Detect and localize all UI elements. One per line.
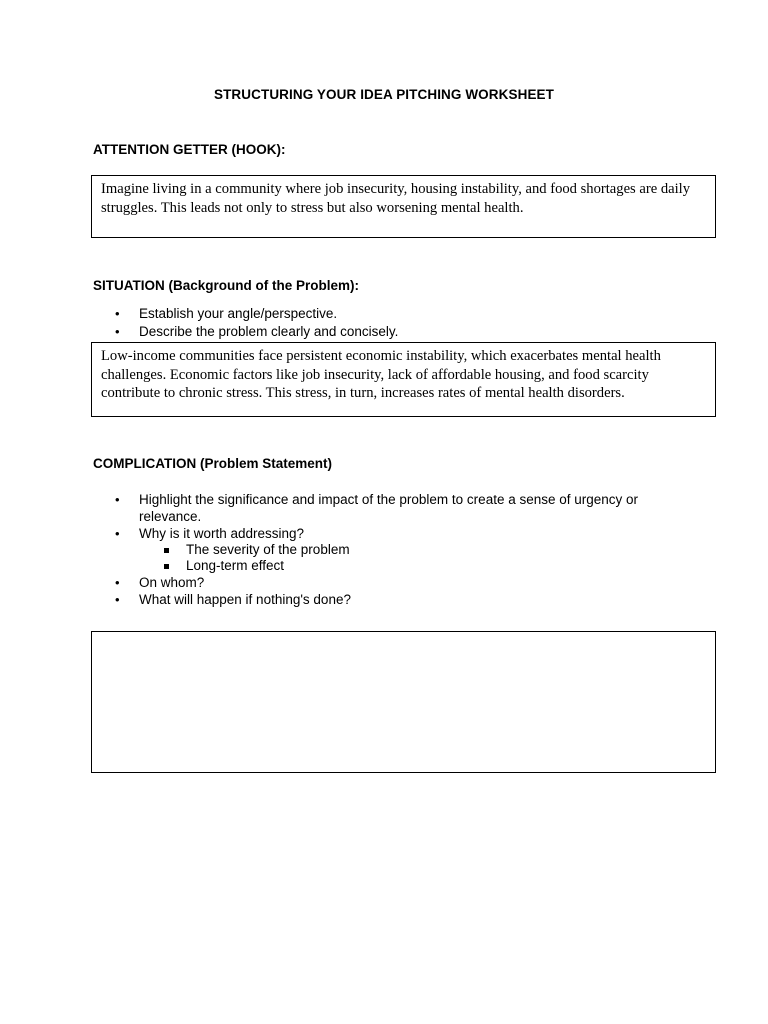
list-item-text: What will happen if nothing's done? xyxy=(139,592,351,607)
page-title: STRUCTURING YOUR IDEA PITCHING WORKSHEET xyxy=(213,87,554,102)
list-item-text: Long-term effect xyxy=(186,558,285,573)
list-item-text: Establish your angle/perspective. xyxy=(139,306,338,321)
complication-bullet-list xyxy=(93,491,693,608)
bullet-icon: • xyxy=(115,592,120,607)
complication-answer-text xyxy=(92,632,715,636)
situation-answer-box[interactable] xyxy=(91,342,716,417)
list-item xyxy=(93,558,693,574)
list-item xyxy=(93,542,693,558)
list-item-text: Highlight the significance and impact of the problem to create a sense of urgency or relevance. xyxy=(139,492,639,524)
bullet-icon: • xyxy=(115,575,120,590)
bullet-icon: • xyxy=(115,306,120,321)
situation-heading: SITUATION (Background of the Problem): xyxy=(93,278,359,293)
square-bullet-icon xyxy=(164,564,169,569)
bullet-icon: • xyxy=(115,526,120,541)
list-item-text: On whom? xyxy=(139,575,205,590)
attention-answer-box[interactable] xyxy=(91,175,716,238)
complication-sub-list xyxy=(93,542,693,574)
list-item xyxy=(93,323,693,340)
list-item xyxy=(93,525,693,574)
attention-answer-text: Imagine living in a community where job insecurity, housing instability, and food shortages are daily struggles. This leads not only to stress but also worsening mental health. xyxy=(101,181,691,216)
list-item xyxy=(93,491,693,525)
square-bullet-icon xyxy=(164,548,169,553)
attention-heading: ATTENTION GETTER (HOOK): xyxy=(93,142,286,157)
list-item xyxy=(93,574,693,591)
situation-bullet-list xyxy=(93,305,693,340)
list-item-text: Describe the problem clearly and concisely. xyxy=(139,324,399,339)
complication-heading: COMPLICATION (Problem Statement) xyxy=(93,456,333,471)
situation-answer-text: Low-income communities face persistent economic instability, which exacerbates mental health challenges. Economic factors like job insecurity, lack of affordable housing, and food scarcity contribute to chronic stress. This stress, in turn, increases rates of mental health disorders. xyxy=(101,348,661,401)
list-item xyxy=(93,305,693,322)
bullet-icon: • xyxy=(115,492,120,507)
list-item-text: The severity of the problem xyxy=(186,542,350,557)
complication-answer-box[interactable] xyxy=(91,631,716,773)
list-item xyxy=(93,591,693,608)
list-item-text: Why is it worth addressing? xyxy=(139,526,305,541)
bullet-icon: • xyxy=(115,324,120,339)
